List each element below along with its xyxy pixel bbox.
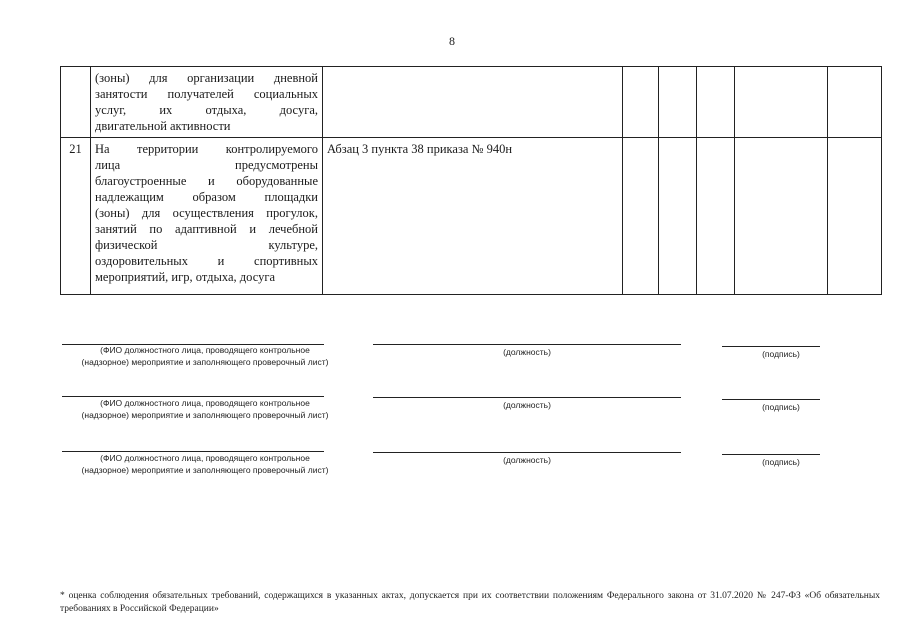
checklist-table	[60, 66, 882, 295]
requirement-cell	[91, 67, 323, 138]
signature-caption: (подпись)	[762, 349, 800, 359]
answer-cell	[697, 138, 735, 295]
answer-cell	[697, 67, 735, 138]
requirement-line: лица предусмотрены	[95, 158, 318, 172]
requirement-line: надлежащим образом площадки	[95, 190, 318, 204]
signature-line	[722, 454, 820, 455]
fio-caption: (надзорное) мероприятие и заполняющего проверочный лист)	[81, 357, 329, 367]
answer-cell	[735, 67, 828, 138]
reference-cell	[323, 67, 623, 138]
requirement-line: занятий по адаптивной и лечебной	[95, 222, 318, 236]
requirement-line: На территории контролируемого	[95, 142, 318, 156]
signature-line	[722, 346, 820, 347]
requirement-line: (зоны) для организации дневной	[95, 71, 318, 85]
position-caption: (должность)	[503, 455, 551, 465]
requirement-cell	[91, 138, 323, 295]
table-row	[61, 67, 882, 138]
position-caption: (должность)	[503, 347, 551, 357]
position-line	[373, 452, 681, 453]
answer-cell	[659, 138, 697, 295]
answer-cell	[659, 67, 697, 138]
fio-caption: (ФИО должностного лица, проводящего контрольное	[100, 453, 310, 463]
table-row	[61, 138, 882, 295]
answer-cell	[623, 138, 659, 295]
fio-caption: (надзорное) мероприятие и заполняющего проверочный лист)	[81, 465, 329, 475]
signature-caption: (подпись)	[762, 457, 800, 467]
answer-cell	[828, 67, 882, 138]
requirement-line: (зоны) для осуществления прогулок,	[95, 206, 318, 220]
position-line	[373, 397, 681, 398]
requirement-line: оздоровительных и спортивных	[95, 254, 318, 268]
fio-caption: (надзорное) мероприятие и заполняющего проверочный лист)	[81, 410, 329, 420]
position-line	[373, 344, 681, 345]
signature-line	[722, 399, 820, 400]
page-number: 8	[449, 34, 455, 48]
reference-cell: Абзац 3 пункта 38 приказа № 940н	[323, 138, 623, 295]
answer-cell	[828, 138, 882, 295]
answer-cell	[735, 138, 828, 295]
requirement-line: услуг, их отдыха, досуга,	[95, 103, 318, 117]
requirement-line: двигательной активности	[95, 119, 231, 133]
fio-caption: (ФИО должностного лица, проводящего контрольное	[100, 345, 310, 355]
footnote: * оценка соблюдения обязательных требований, содержащихся в указанных актах, допускается при их соответствии положениям Федерального закона от 31.07.2020 № 247-ФЗ «Об обязательных требованиях в Российской Федерации»	[60, 591, 880, 614]
answer-cell	[623, 67, 659, 138]
row-number-cell: 21	[61, 138, 91, 295]
requirement-line: благоустроенные и оборудованные	[95, 174, 318, 188]
requirement-line: физической культуре,	[95, 238, 318, 252]
row-number-cell	[61, 67, 91, 138]
signature-caption: (подпись)	[762, 402, 800, 412]
requirement-line: занятости получателей социальных	[95, 87, 318, 101]
requirement-line: мероприятий, игр, отдыха, досуга	[95, 270, 275, 284]
fio-caption: (ФИО должностного лица, проводящего контрольное	[100, 398, 310, 408]
position-caption: (должность)	[503, 400, 551, 410]
